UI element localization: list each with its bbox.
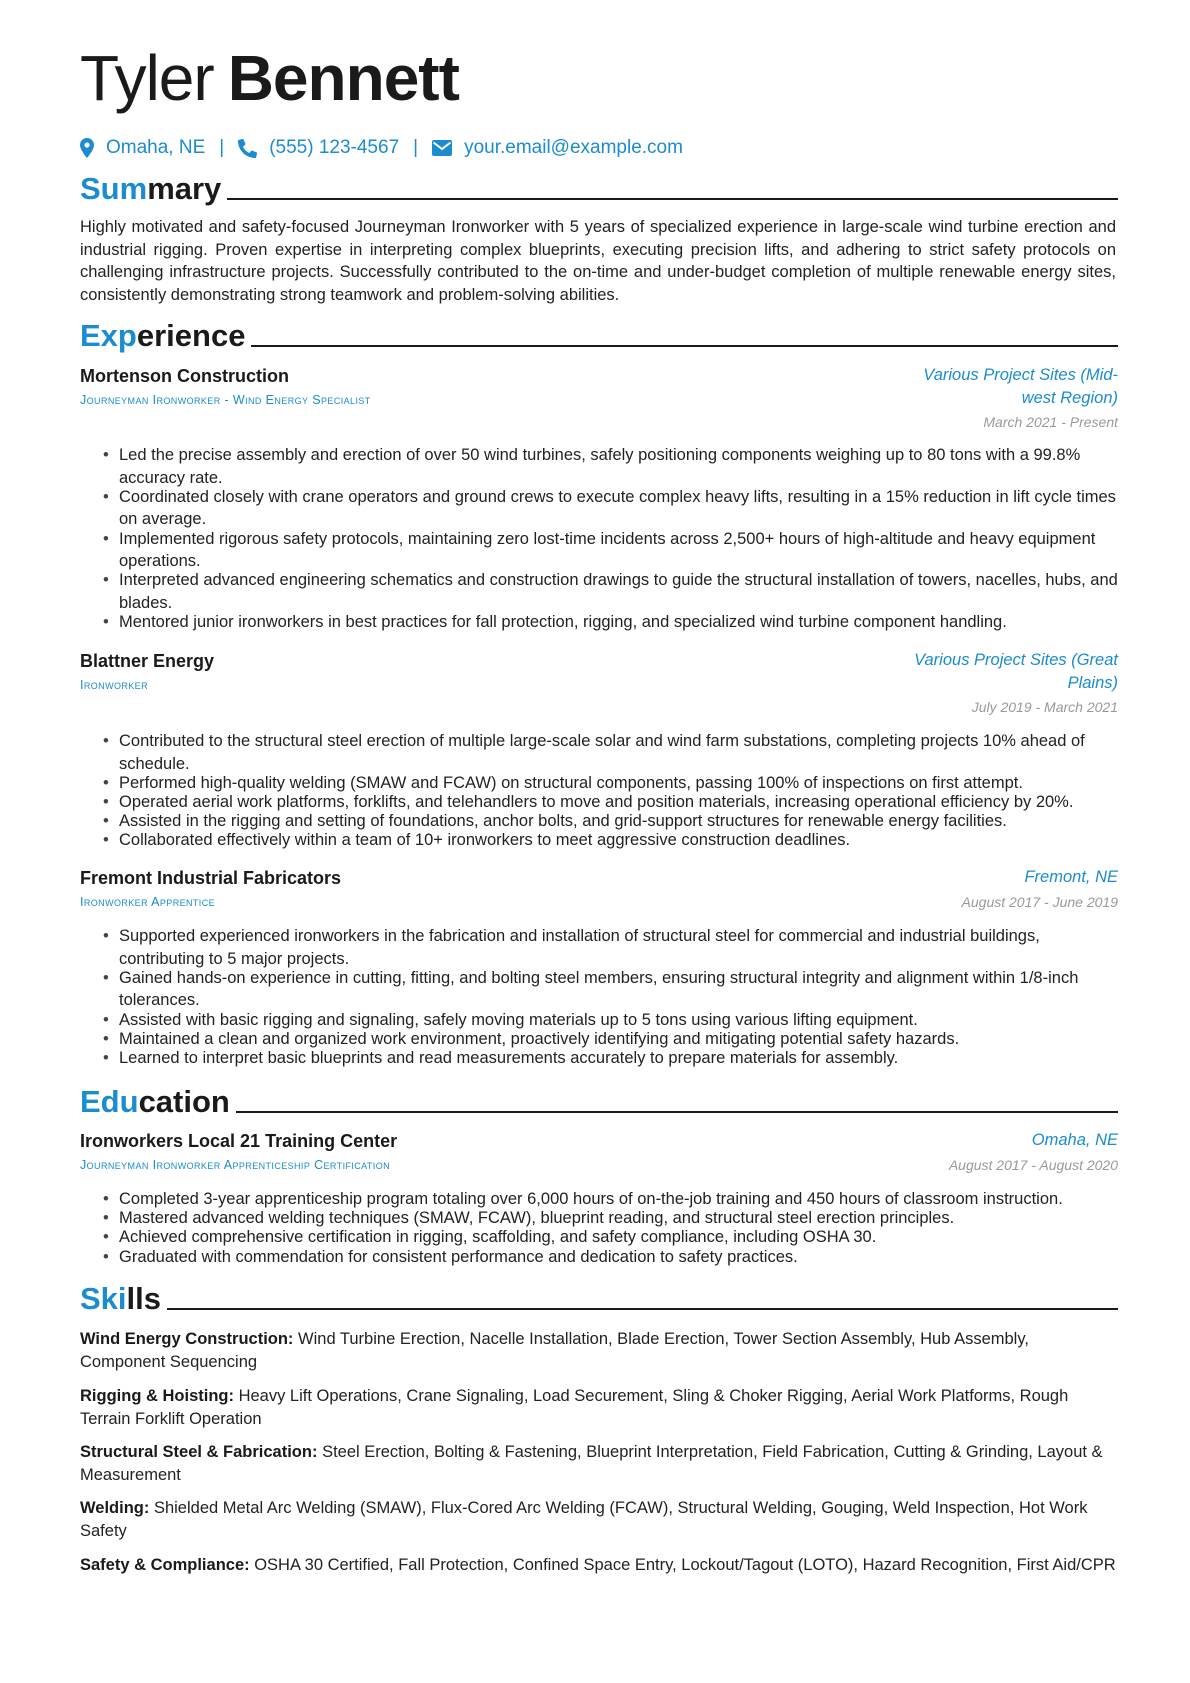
contact-separator: | <box>413 137 419 158</box>
list-item: • Assisted with basic rigging and signaling, safely moving materials up to 5 tons using various lifting equipment. <box>119 1009 1129 1032</box>
skill-row <box>80 1441 1116 1486</box>
education-heading: Education <box>80 1081 1118 1121</box>
list-item: • Operated aerial work platforms, forklifts, and telehandlers to move and position materials, increasing operational efficiency by 20%. <box>119 791 1129 814</box>
job-title: Ironworker Apprentice <box>80 895 216 909</box>
education-bullets <box>103 1188 1129 1265</box>
employer-name: Blattner Energy <box>80 651 215 671</box>
list-item: • Coordinated closely with crane operators and ground crews to execute complex heavy lifts, resulting in a 15% reduction in lift cycle times on average. <box>119 486 1129 531</box>
skill-list: Steel Erection, Bolting & Fastening, Blueprint Interpretation, Field Fabrication, Cutting & Grinding, Layout & Measurement <box>80 1443 1103 1484</box>
skills-heading: Skills <box>80 1278 1118 1318</box>
list-item: • Gained hands-on experience in cutting, fitting, and bolting steel members, ensuring structural integrity and alignment within 1/8-inch tolerances. <box>119 967 1129 1012</box>
last-name: Bennett <box>227 42 459 114</box>
job-title: Ironworker <box>80 678 148 692</box>
list-item: • Mastered advanced welding techniques (SMAW, FCAW), blueprint reading, and structural steel erection principles. <box>119 1207 1129 1230</box>
phone-text: (555) 123-4567 <box>269 137 400 158</box>
list-item: • Assisted in the rigging and setting of foundations, anchor bolts, and grid-support structures for renewable energy facilities. <box>119 810 1129 833</box>
list-item: • Maintained a clean and organized work environment, proactively identifying and mitigating potential safety hazards. <box>119 1028 1129 1051</box>
skill-row <box>80 1554 1116 1577</box>
skill-list: Heavy Lift Operations, Crane Signaling, Load Securement, Sling & Choker Rigging, Aerial Work Platforms, Rough Terrain Forklift Operation <box>80 1387 1069 1428</box>
skill-category: Safety & Compliance: <box>80 1556 250 1574</box>
experience-heading: Experience <box>80 315 1118 355</box>
email-link[interactable]: your.email@example.com <box>464 137 683 158</box>
education-dates: August 2017 - August 2020 <box>948 1157 1118 1173</box>
summary-text: Highly motivated and safety-focused Journeyman Ironworker with 5 years of specialized experience in large-scale wind turbine erection and industrial rigging. Proven expertise in interpreting complex blueprints, executing precision lifts, and adhering to strict safety protocols on challenging infrastructure projects. Successfully contributed to the on-time and under-budget completion of multiple renewable energy sites, consistently demonstrating strong teamwork and problem-solving abilities. <box>80 218 1116 304</box>
list-item: • Completed 3-year apprenticeship program totaling over 6,000 hours of on-the-job training and 450 hours of classroom instruction. <box>119 1188 1129 1211</box>
job-bullets <box>103 925 1129 1066</box>
list-item: • Led the precise assembly and erection of over 50 wind turbines, safely positioning components weighing up to 80 tons with a 99.8% accuracy rate. <box>119 444 1129 489</box>
skill-category: Wind Energy Construction: <box>80 1330 294 1348</box>
skill-row <box>80 1497 1116 1542</box>
job-bullets <box>103 730 1129 849</box>
job-location: Various Project Sites (Great Plains) <box>914 651 1118 692</box>
contact-separator: | <box>219 137 225 158</box>
first-name: Tyler <box>80 42 214 114</box>
section-rule <box>227 198 1118 200</box>
location-text: Omaha, NE <box>106 137 206 158</box>
list-item: • Interpreted advanced engineering schematics and construction drawings to guide the structural installation of towers, nacelles, hubs, and blades. <box>119 569 1129 614</box>
skill-list: Shielded Metal Arc Welding (SMAW), Flux-Cored Arc Welding (FCAW), Structural Welding, Gouging, Weld Inspection, Hot Work Safety <box>80 1499 1088 1540</box>
skill-category: Welding: <box>80 1499 150 1517</box>
contact-line <box>80 133 683 163</box>
employer-name: Fremont Industrial Fabricators <box>80 868 342 888</box>
map-marker-icon <box>80 138 94 158</box>
job-title: Journeyman Ironworker - Wind Energy Specialist <box>80 393 371 407</box>
job-dates: July 2019 - March 2021 <box>971 699 1118 715</box>
skill-category: Rigging & Hoisting: <box>80 1387 234 1405</box>
skill-row <box>80 1385 1116 1430</box>
candidate-name <box>80 38 459 118</box>
school-name: Ironworkers Local 21 Training Center <box>80 1131 398 1151</box>
list-item: • Performed high-quality welding (SMAW and FCAW) on structural components, passing 100% of inspections on first attempt. <box>119 772 1129 795</box>
list-item: • Mentored junior ironworkers in best practices for fall protection, rigging, and specialized wind turbine component handling. <box>119 611 1129 634</box>
job-dates: March 2021 - Present <box>983 414 1118 430</box>
skill-list: Wind Turbine Erection, Nacelle Installation, Blade Erection, Tower Section Assembly, Hub Assembly, Component Sequencing <box>80 1330 1029 1371</box>
job-location: Fremont, NE <box>1024 868 1118 886</box>
job-bullets <box>103 444 1129 630</box>
envelope-icon <box>432 140 452 156</box>
list-item: • Graduated with commendation for consistent performance and dedication to safety practices. <box>119 1246 1129 1269</box>
phone-icon <box>238 139 257 158</box>
section-rule <box>167 1308 1118 1310</box>
list-item: • Learned to interpret basic blueprints and read measurements accurately to prepare materials for assembly. <box>119 1047 1129 1070</box>
skill-row <box>80 1328 1116 1373</box>
list-item: • Supported experienced ironworkers in the fabrication and installation of structural steel for commercial and industrial buildings, contributing to 5 major projects. <box>119 925 1129 970</box>
list-item: • Collaborated effectively within a team of 10+ ironworkers to meet aggressive construction deadlines. <box>119 829 1129 852</box>
section-rule <box>251 345 1118 347</box>
section-rule <box>236 1111 1118 1113</box>
summary-heading: Summary <box>80 168 1118 208</box>
skill-category: Structural Steel & Fabrication: <box>80 1443 318 1461</box>
skill-list: OSHA 30 Certified, Fall Protection, Confined Space Entry, Lockout/Tagout (LOTO), Hazard Recognition, First Aid/CPR <box>254 1556 1116 1574</box>
job-dates: August 2017 - June 2019 <box>961 894 1118 910</box>
program-title: Journeyman Ironworker Apprenticeship Certification <box>80 1158 391 1172</box>
employer-name: Mortenson Construction <box>80 366 289 386</box>
list-item: • Contributed to the structural steel erection of multiple large-scale solar and wind farm substations, completing projects 10% ahead of schedule. <box>119 730 1129 775</box>
list-item: • Achieved comprehensive certification in rigging, scaffolding, and safety compliance, including OSHA 30. <box>119 1226 1129 1249</box>
list-item: • Implemented rigorous safety protocols, maintaining zero lost-time incidents across 2,500+ hours of high-altitude and heavy equipment operations. <box>119 528 1129 573</box>
job-location: Various Project Sites (Mid-west Region) <box>923 366 1118 407</box>
school-location: Omaha, NE <box>1031 1131 1118 1149</box>
